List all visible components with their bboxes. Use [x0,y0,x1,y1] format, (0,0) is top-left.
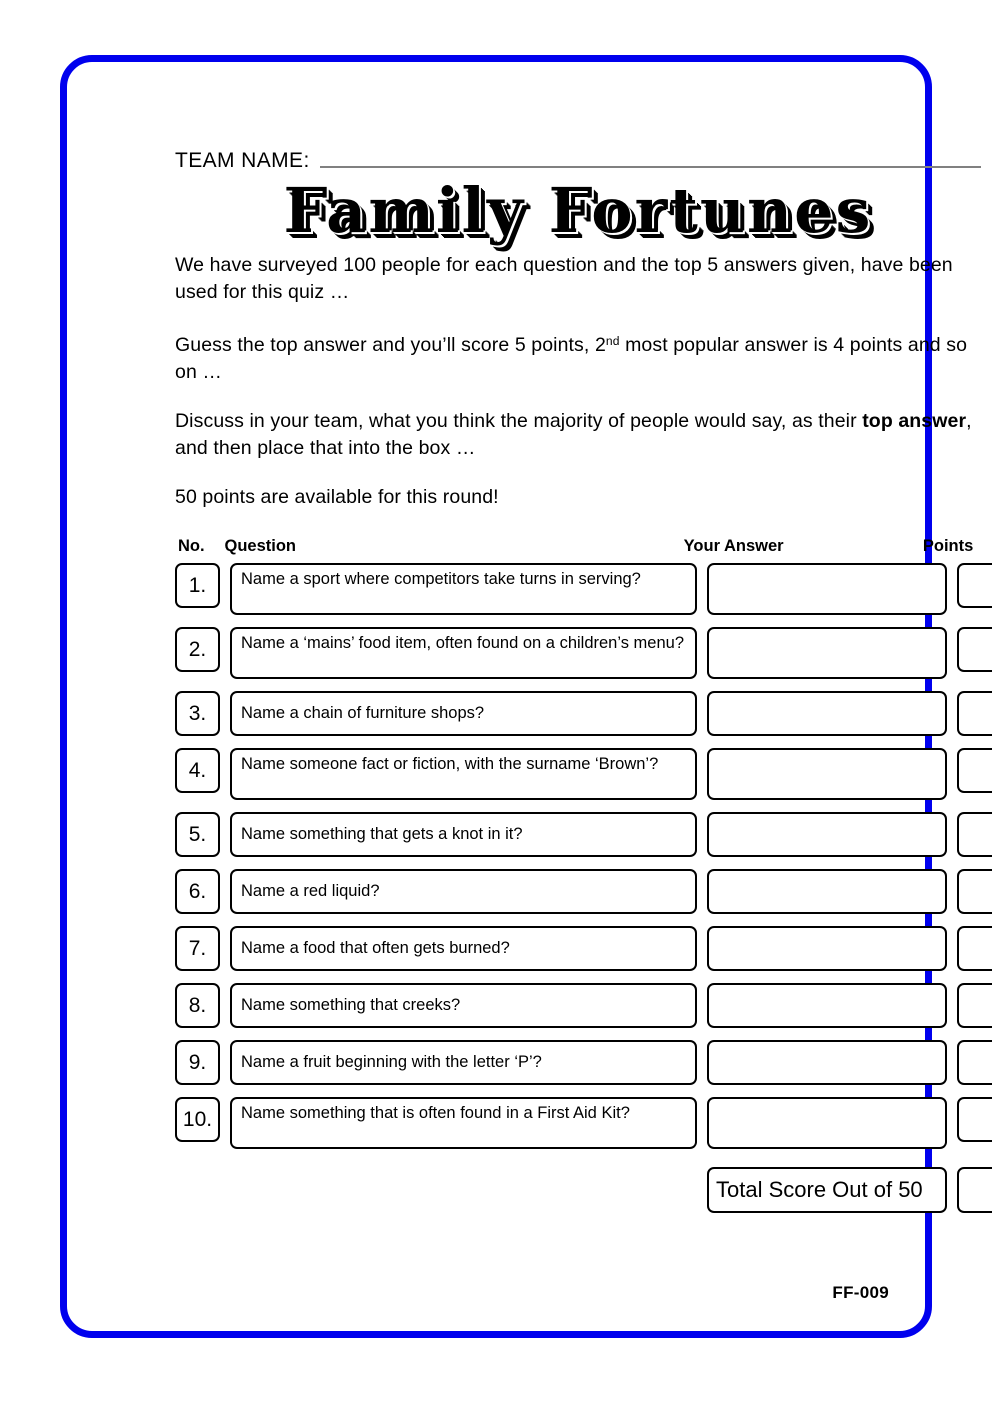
intro-p3-after: , and then place that into the box … [175,409,972,459]
row-number: 9. [175,1040,220,1085]
ordinal-suffix: nd [605,334,620,348]
total-score-row [175,1167,981,1213]
table-row [175,1097,981,1149]
table-row [175,812,981,857]
row-number: 3. [175,691,220,736]
table-row [175,983,981,1028]
team-name-input[interactable] [320,166,981,168]
table-row [175,869,981,914]
intro-text [175,252,981,511]
question-text: Name a food that often gets burned? [230,926,697,971]
intro-paragraph-1: We have surveyed 100 people for each question and the top 5 answers given, have been used for this quiz … [175,254,953,303]
team-name-label: TEAM NAME: [175,149,310,172]
points-input[interactable] [957,691,992,736]
table-body [175,563,981,1149]
points-input[interactable] [957,926,992,971]
answer-input[interactable] [707,983,947,1028]
question-text: Name something that creeks? [230,983,697,1028]
answer-input[interactable] [707,691,947,736]
row-number: 7. [175,926,220,971]
question-text: Name a red liquid? [230,869,697,914]
table-row [175,926,981,971]
points-input[interactable] [957,563,992,608]
intro-p2-before: Guess the top answer and you’ll score 5 points, 2 [175,333,606,356]
sheet-code: FF-009 [832,1283,889,1302]
table-row [175,748,981,800]
question-text: Name a ‘mains’ food item, often found on a children’s menu? [230,627,697,679]
question-text: Name a chain of furniture shops? [230,691,697,736]
answer-input[interactable] [707,926,947,971]
intro-p2-after: most popular answer is 4 points and so on … [175,333,968,383]
table-row [175,563,981,615]
intro-paragraph-3 [175,408,981,462]
question-text: Name something that is often found in a First Aid Kit? [230,1097,697,1149]
answer-input[interactable] [707,1040,947,1085]
answer-input[interactable] [707,869,947,914]
column-header-answer: Your Answer [683,536,784,555]
question-text: Name a sport where competitors take turns in serving? [230,563,697,615]
intro-paragraph-2 [175,328,981,386]
question-table [175,537,981,1213]
question-text: Name someone fact or fiction, with the surname ‘Brown’? [230,748,697,800]
table-row [175,691,981,736]
row-number: 2. [175,627,220,672]
table-row [175,1040,981,1085]
intro-p3-bold: top answer [862,409,967,432]
total-score-input[interactable] [957,1167,992,1213]
points-input[interactable] [957,748,992,793]
answer-input[interactable] [707,1097,947,1149]
row-number: 4. [175,748,220,793]
question-text: Name something that gets a knot in it? [230,812,697,857]
answer-input[interactable] [707,748,947,800]
answer-input[interactable] [707,627,947,679]
page-title: Family Fortunes [283,174,873,247]
column-header-question: Question [224,536,297,555]
row-number: 5. [175,812,220,857]
column-header-no: No. [178,536,205,555]
points-input[interactable] [957,869,992,914]
quiz-sheet-frame [60,55,974,1338]
points-input[interactable] [957,983,992,1028]
total-score-label: Total Score Out of 50 [707,1167,947,1213]
quiz-sheet-content [175,142,981,1213]
intro-p3-before: Discuss in your team, what you think the majority of people would say, as their [175,409,863,432]
row-number: 10. [175,1097,220,1142]
question-text: Name a fruit beginning with the letter ‘P’? [230,1040,697,1085]
answer-input[interactable] [707,563,947,615]
row-number: 6. [175,869,220,914]
points-input[interactable] [957,1097,992,1142]
points-input[interactable] [957,1040,992,1085]
points-input[interactable] [957,627,992,672]
team-name-row [175,142,981,172]
row-number: 1. [175,563,220,608]
row-number: 8. [175,983,220,1028]
intro-paragraph-4: 50 points are available for this round! [175,485,499,508]
table-row [175,627,981,679]
answer-input[interactable] [707,812,947,857]
table-header-row [175,537,981,556]
column-header-points: Points [922,536,974,555]
points-input[interactable] [957,812,992,857]
